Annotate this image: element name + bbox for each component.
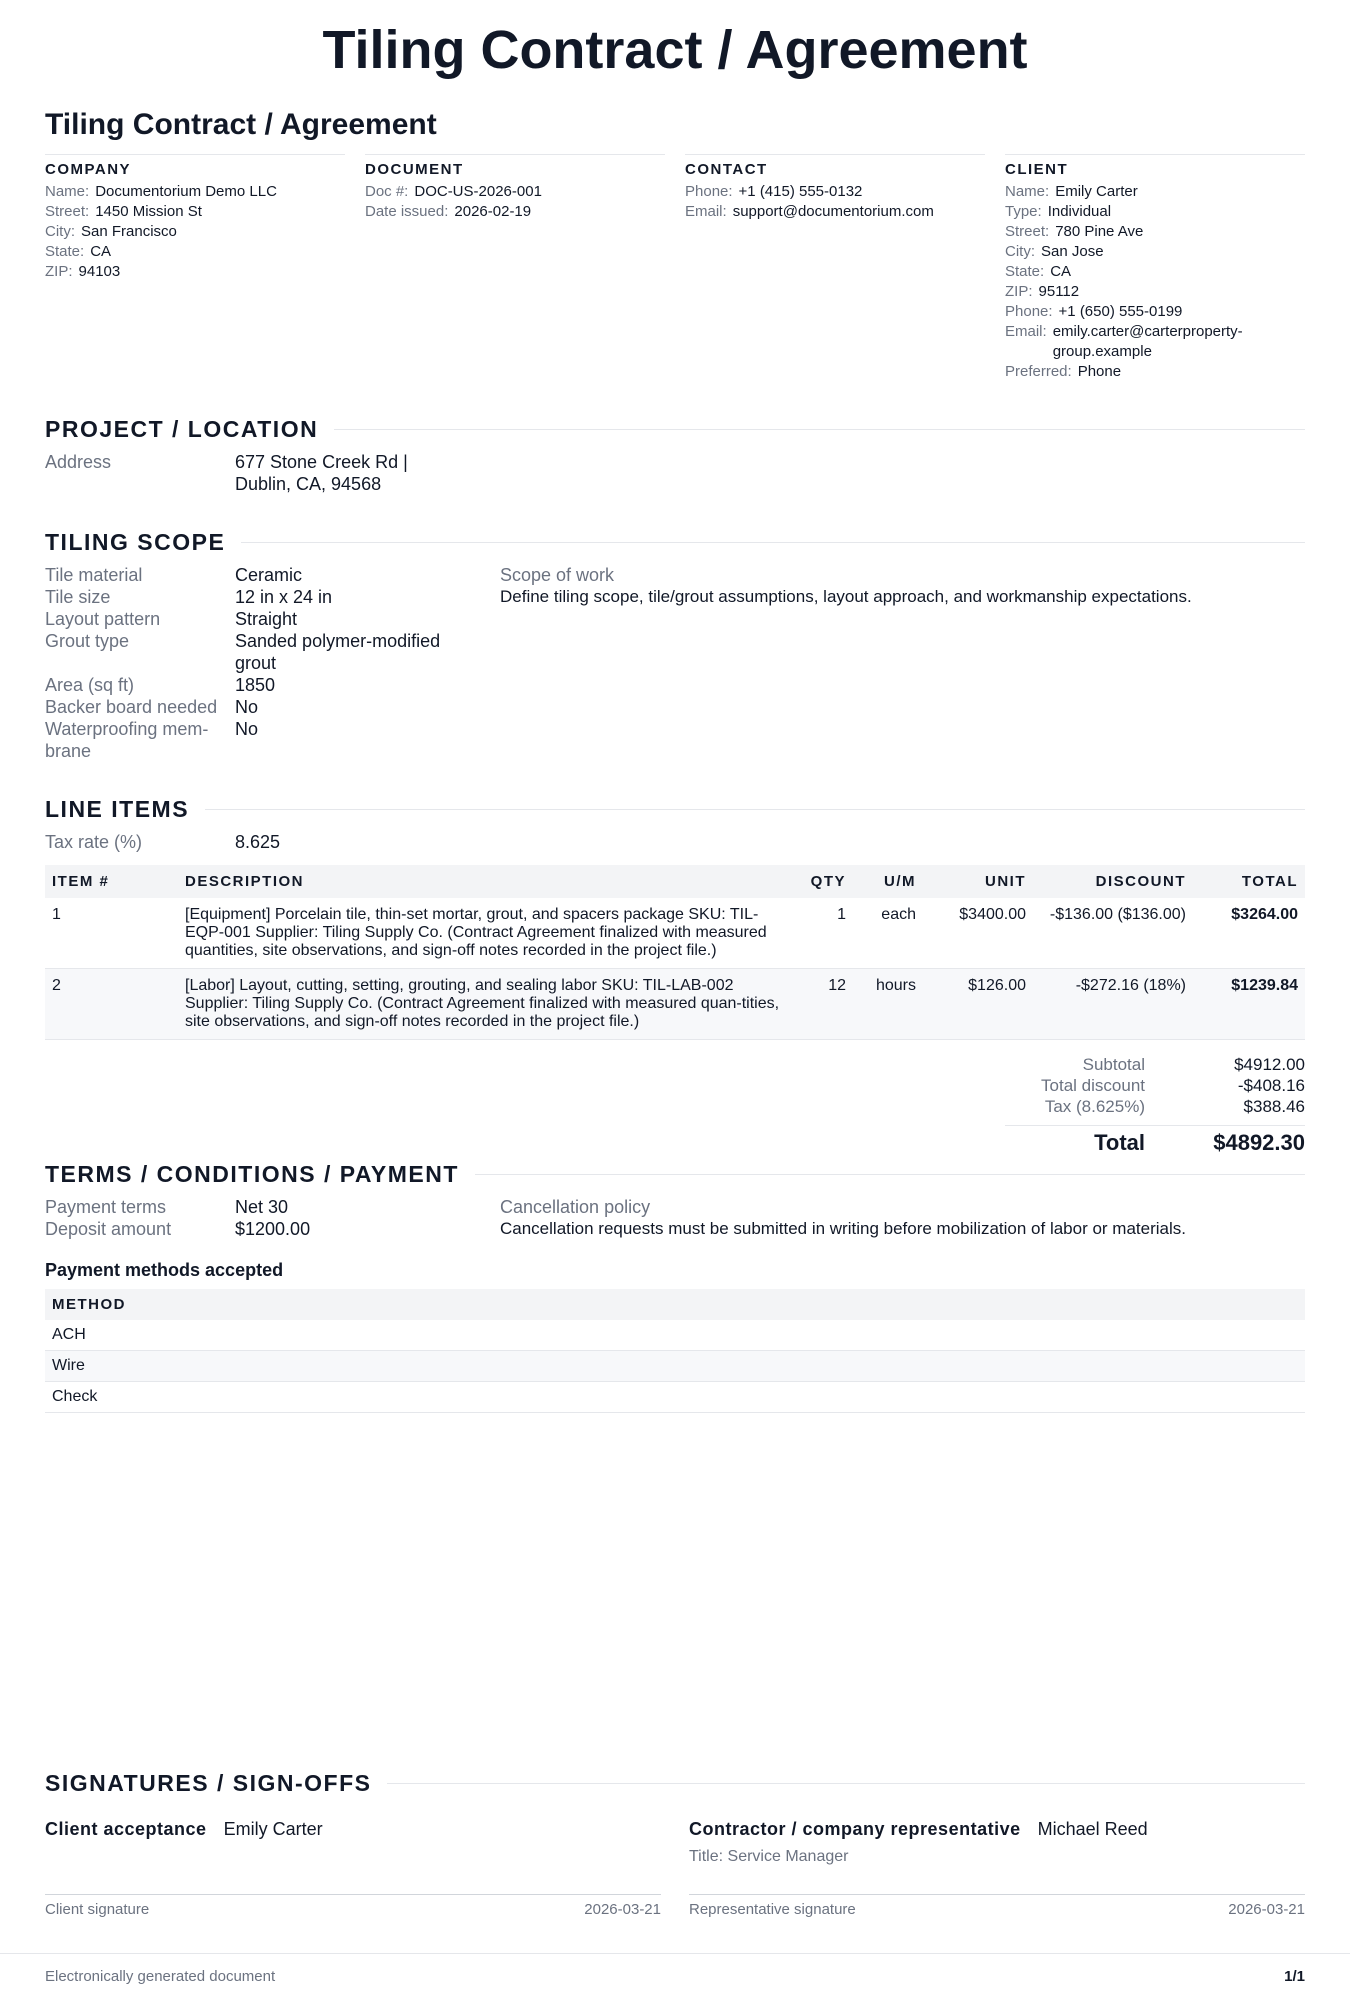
info-key: Street: [1005,223,1050,240]
page-footer [0,1953,1350,1985]
field-row [45,608,500,630]
info-row [45,222,345,242]
field-label: Tile material [45,565,143,585]
info-grid [45,154,1305,382]
item-total: $1239.84 [1193,969,1305,1040]
method-cell: Wire [45,1351,1305,1382]
company-rows [45,182,345,282]
scope-rows [45,564,500,762]
total-label: Total [1094,1130,1145,1155]
field-value: $1200.00 [235,1219,311,1239]
client-rows [1005,182,1305,382]
field-row [45,630,500,674]
col-unit: UNIT [923,865,1033,898]
divider [334,429,1305,430]
divider [387,1783,1305,1784]
table-row [45,969,1305,1040]
total-value: $4892.30 [1213,1130,1305,1155]
info-value: 95112 [1038,283,1080,300]
document-body [45,100,1305,1413]
info-row [1005,242,1305,262]
table-row [45,898,1305,969]
line-items-table [45,865,1305,1040]
subtotal-row [1005,1054,1305,1075]
info-key: Name: [1005,183,1050,200]
item-number: 1 [45,898,178,969]
address-value: 677 Stone Creek Rd | Dublin, CA, 94568 [235,452,408,494]
cancellation-text: Cancellation requests must be submitted in writing before mobilization of labor or materials. [500,1219,1186,1238]
info-key: Preferred: [1005,363,1072,380]
tax-value: $388.46 [1243,1097,1305,1116]
info-value: +1 (415) 555-0132 [738,183,863,200]
col-um: U/M [853,865,923,898]
scope-of-work-label: Scope of work [500,565,615,585]
field-label: Layout pattern [45,609,161,629]
info-row [45,202,345,222]
field-label: Area (sq ft) [45,675,135,695]
info-value: support@documentorium.com [732,203,934,220]
item-unit: $3400.00 [923,898,1033,969]
document-rows [365,182,665,222]
company-block [45,154,345,382]
field-value: Sanded polymer-modified grout [235,631,441,673]
address-label: Address [45,452,112,472]
info-row [1005,362,1305,382]
contractor-signer-title: Title: Service Manager [689,1848,849,1865]
info-key: Name: [45,183,90,200]
client-block [1005,154,1305,382]
discount-row [1005,1075,1305,1096]
item-um: hours [853,969,923,1040]
field-label: Grout type [45,631,130,651]
cancellation-policy [500,1196,1305,1240]
client-signature-date: 2026-03-21 [584,1901,661,1918]
field-row [45,718,500,762]
info-key: Date issued: [365,203,449,220]
field-value: Straight [235,609,298,629]
info-row [365,202,665,222]
method-cell: Check [45,1382,1305,1413]
document-block [365,154,665,382]
field-value: No [235,697,259,717]
field-label: Deposit amount [45,1219,172,1239]
field-value: 1850 [235,675,276,695]
contact-heading: CONTACT [685,161,768,178]
info-key: State: [1005,263,1045,280]
project-fields [45,451,1305,495]
info-row [45,242,345,262]
info-value: CA [90,243,112,260]
address-row [45,451,500,495]
item-total: $3264.00 [1193,898,1305,969]
field-value: Ceramic [235,565,303,585]
table-row [45,1351,1305,1382]
field-label: Payment terms [45,1197,167,1217]
info-value: San Jose [1041,243,1104,260]
cancellation-label: Cancellation policy [500,1197,651,1217]
field-row [45,586,500,608]
info-value: +1 (650) 555-0199 [1058,303,1183,320]
info-row [365,182,665,202]
info-key: Doc #: [365,183,409,200]
col-method: METHOD [45,1289,1305,1320]
scope-heading: TILING SCOPE [45,529,226,555]
info-value: San Francisco [81,223,177,240]
company-heading: COMPANY [45,161,132,178]
info-value: Emily Carter [1055,183,1138,200]
info-value: 2026-02-19 [454,203,532,220]
info-key: Type: [1005,203,1042,220]
contractor-signer-name: Michael Reed [1037,1819,1148,1839]
payment-methods-heading: Payment methods accepted [45,1260,284,1280]
item-unit: $126.00 [923,969,1033,1040]
client-signature-line[interactable] [45,1894,661,1918]
field-row [45,1196,500,1218]
info-row [1005,202,1305,222]
document-heading: DOCUMENT [365,161,464,178]
table-row [45,1382,1305,1413]
contact-block [685,154,985,382]
info-value: emily.carter@carterproperty-group.example [1052,323,1243,360]
tax-rate-field [45,831,1305,853]
field-row [45,696,500,718]
info-key: Phone: [1005,303,1053,320]
client-signature-block [45,1819,661,1918]
tax-rate-value: 8.625 [235,832,281,852]
client-heading: CLIENT [1005,161,1069,178]
subtotal-label: Subtotal [1082,1055,1145,1074]
contractor-label: Contractor / company representative [689,1819,1021,1839]
tax-label: Tax (8.625%) [1044,1097,1145,1116]
item-um: each [853,898,923,969]
page-title: Tiling Contract / Agreement [322,20,1028,80]
col-description: DESCRIPTION [178,865,798,898]
scope-section-header [45,529,1305,556]
table-header-row [45,865,1305,898]
scope-of-work [500,564,1305,762]
discount-label: Total discount [1041,1076,1145,1095]
info-value: CA [1050,263,1072,280]
info-value: DOC-US-2026-001 [414,183,542,200]
field-label: Tile size [45,587,111,607]
representative-signature-label: Representative signature [689,1901,856,1918]
signature-grid [45,1819,1305,1918]
info-key: Email: [1005,323,1047,340]
info-value: Phone [1077,363,1122,380]
footer-note: Electronically generated document [45,1968,276,1985]
representative-signature-line[interactable] [689,1894,1305,1918]
field-value: 12 in x 24 in [235,587,333,607]
col-item: ITEM # [45,865,178,898]
document-title: Tiling Contract / Agreement [45,108,437,141]
info-row [685,202,985,222]
tax-rate-label: Tax rate (%) [45,832,143,852]
divider [241,542,1305,543]
divider [205,809,1305,810]
representative-signature-date: 2026-03-21 [1228,1901,1305,1918]
terms-fields [45,1196,1305,1240]
field-row [45,564,500,586]
info-value: 94103 [78,263,121,280]
item-qty: 1 [798,898,853,969]
table-row [45,1320,1305,1351]
info-key: State: [45,243,85,260]
grand-total-row [1005,1125,1305,1153]
info-row [1005,182,1305,202]
client-signature-label: Client signature [45,1901,150,1918]
divider [475,1174,1305,1175]
info-value: 1450 Mission St [95,203,202,220]
item-discount: -$272.16 (18%) [1033,969,1193,1040]
info-row [1005,222,1305,242]
info-row [1005,322,1305,362]
item-description: [Labor] Layout, cutting, setting, grouting, and sealing labor SKU: TIL-LAB-002 Supplier: Tiling Supply Co. (Contract Agreement finalized with measured quan-tities, site observations, and sign-off notes recorded in the project file.) [178,969,798,1040]
signatures-heading: SIGNATURES / SIGN-OFFS [45,1770,372,1796]
info-key: ZIP: [1005,283,1033,300]
col-qty: QTY [798,865,853,898]
info-key: City: [1005,243,1035,260]
info-key: Street: [45,203,90,220]
client-signer-title [45,1848,661,1868]
scope-of-work-text: Define tiling scope, tile/grout assumptions, layout approach, and workmanship expectations. [500,587,1192,606]
info-value: 780 Pine Ave [1055,223,1144,240]
info-key: City: [45,223,75,240]
info-key: ZIP: [45,263,73,280]
item-discount: -$136.00 ($136.00) [1033,898,1193,969]
line-items-heading: LINE ITEMS [45,796,190,822]
info-key: Phone: [685,183,733,200]
totals-block [1005,1054,1305,1153]
info-value: Individual [1047,203,1112,220]
item-number: 2 [45,969,178,1040]
terms-section-header [45,1161,1305,1188]
field-row [45,1218,500,1240]
line-items-section-header [45,796,1305,823]
contact-rows [685,182,985,222]
discount-value: -$408.16 [1237,1076,1305,1095]
page-number: 1/1 [1284,1968,1305,1985]
info-row [45,262,345,282]
field-label: Backer board needed [45,697,218,717]
col-total: TOTAL [1193,865,1305,898]
field-label: Waterproofing mem-brane [45,719,209,761]
subtotal-value: $4912.00 [1234,1055,1305,1074]
info-row [1005,262,1305,282]
field-value: No [235,719,259,739]
method-cell: ACH [45,1320,1305,1351]
project-section-header [45,416,1305,443]
signatures-section-header [45,1770,1305,1797]
field-value: Net 30 [235,1197,289,1217]
client-acceptance-label: Client acceptance [45,1819,207,1839]
scope-fields [45,564,1305,762]
info-row [1005,282,1305,302]
item-qty: 12 [798,969,853,1040]
info-row [45,182,345,202]
info-row [685,182,985,202]
terms-heading: TERMS / CONDITIONS / PAYMENT [45,1161,459,1187]
item-description: [Equipment] Porcelain tile, thin-set mortar, grout, and spacers package SKU: TIL-EQP-001 Supplier: Tiling Supply Co. (Contract Agreement finalized with measured quantities, site observations, and sign-off notes recorded in the project file.) [178,898,798,969]
info-row [1005,302,1305,322]
project-heading: PROJECT / LOCATION [45,416,319,442]
payment-methods-table [45,1289,1305,1413]
contractor-signature-block [689,1819,1305,1918]
col-discount: DISCOUNT [1033,865,1193,898]
terms-rows [45,1196,500,1240]
signatures-section [45,1770,1305,1918]
tax-row [1005,1096,1305,1117]
info-value: Documentorium Demo LLC [95,183,277,200]
client-signer-name: Emily Carter [223,1819,323,1839]
info-key: Email: [685,203,727,220]
field-row [45,674,500,696]
